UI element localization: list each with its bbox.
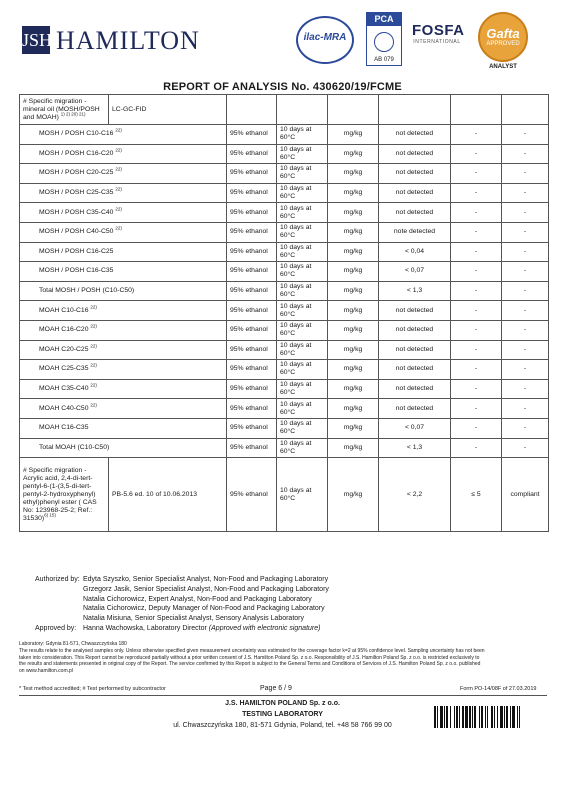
approved-line (35, 624, 329, 634)
condition-line: 60°C (280, 369, 296, 377)
authorized-person: Natalia Misiuna, Senior Specialist Analyst, Sensory Analysis Laboratory (83, 615, 304, 623)
results-table (19, 94, 549, 532)
simulant-cell: 95% ethanol (227, 438, 277, 458)
gafta-approved: APPROVED (486, 41, 520, 47)
param-name-cell (20, 242, 227, 262)
unit-cell: mg/kg (328, 340, 379, 360)
page-number: Page 6 / 9 (260, 685, 292, 692)
disclaimer-line: on www.hamilton.com.pl (19, 667, 73, 674)
table-row (20, 379, 549, 399)
simulant-cell: 95% ethanol (227, 125, 277, 145)
condition-line: 10 days at (280, 486, 312, 494)
param-name: MOAH C20-C25 (39, 345, 89, 353)
condition-line: 10 days at (280, 400, 312, 408)
assessment-cell: compliant (502, 458, 549, 532)
unit-cell: mg/kg (328, 360, 379, 380)
gafta-text: Gafta (486, 26, 520, 41)
approved-label: Approved by: (35, 624, 77, 632)
conditions-cell (277, 242, 328, 262)
result-cell: not detected (379, 301, 451, 321)
result-cell: not detected (379, 340, 451, 360)
table-row (20, 301, 549, 321)
conditions-cell (277, 125, 328, 145)
authorized-line (35, 604, 329, 614)
simulant-cell: 95% ethanol (227, 164, 277, 184)
limit-cell: - (451, 360, 502, 380)
condition-line: 60°C (280, 251, 296, 259)
result-cell: < 0,04 (379, 242, 451, 262)
ilac-text: ilac-MRA (303, 32, 347, 43)
unit-cell: mg/kg (328, 301, 379, 321)
condition-line: 60°C (280, 310, 296, 318)
table-row-acrylic-acid (20, 458, 549, 532)
simulant-cell: 95% ethanol (227, 418, 277, 438)
empty-cell (502, 95, 549, 125)
conditions-cell (277, 203, 328, 223)
unit-cell: mg/kg (328, 203, 379, 223)
condition-line: 60°C (280, 349, 296, 357)
authorized-person: Grzegorz Jasik, Senior Specialist Analyst, Non-Food and Packaging Laboratory (83, 585, 329, 593)
table-row (20, 242, 549, 262)
page-header (0, 0, 565, 80)
simulant-cell: 95% ethanol (227, 458, 277, 532)
condition-line: 60°C (280, 271, 296, 279)
fosfa-text: FOSFA (412, 22, 465, 39)
mineral-oil-method: LC-GC-FID (109, 95, 227, 125)
accreditation-legend: * Test method accredited; # Test performed by subcontractor (19, 686, 166, 692)
assessment-cell: - (502, 262, 549, 282)
unit-cell: mg/kg (328, 125, 379, 145)
condition-line: 10 days at (280, 302, 312, 310)
condition-line: 60°C (280, 153, 296, 161)
lab-title: TESTING LABORATORY (242, 711, 323, 718)
table-row (20, 183, 549, 203)
param-name-cell (20, 340, 227, 360)
param-name-cell (20, 379, 227, 399)
unit-cell: mg/kg (328, 281, 379, 301)
condition-line: 10 days at (280, 145, 312, 153)
limit-cell: - (451, 379, 502, 399)
param-name: Total MOSH / POSH (C10-C50) (39, 287, 135, 295)
condition-line: 60°C (280, 193, 296, 201)
simulant-cell: 95% ethanol (227, 262, 277, 282)
gafta-analyst-label: ANALYST (489, 64, 517, 70)
unit-cell: mg/kg (328, 320, 379, 340)
conditions-cell (277, 438, 328, 458)
condition-line: 60°C (280, 291, 296, 299)
condition-line: 10 days at (280, 341, 312, 349)
table-row (20, 438, 549, 458)
result-cell: < 0,07 (379, 418, 451, 438)
conditions-cell (277, 379, 328, 399)
result-cell: < 0,07 (379, 262, 451, 282)
result-cell: not detected (379, 183, 451, 203)
condition-line: 10 days at (280, 361, 312, 369)
param-name: MOSH / POSH C10-C16 (39, 130, 114, 138)
condition-line: 60°C (280, 494, 296, 502)
assessment-cell: - (502, 418, 549, 438)
company-name: J.S. HAMILTON POLAND Sp. z o.o. (225, 700, 340, 707)
param-name: MOAH C35-C40 (39, 385, 89, 393)
param-name: MOSH / POSH C20-C25 (39, 169, 114, 177)
conditions-cell (277, 320, 328, 340)
disclaimer-line: taken into consideration. This Report cannot be reproduced partially without a prior written consent of J.S. Hamilton Poland Sp. z o.o. Responsibility of J.S. Hamilton Poland Sp. z o.o. is restricted exclusively to (19, 654, 480, 661)
authorized-line (35, 585, 329, 595)
result-cell: not detected (379, 379, 451, 399)
param-footnote: 22) (90, 402, 97, 408)
condition-line: 60°C (280, 212, 296, 220)
param-name: MOAH C16-C35 (39, 424, 89, 432)
simulant-cell: 95% ethanol (227, 320, 277, 340)
condition-line: 60°C (280, 389, 296, 397)
assessment-cell: - (502, 399, 549, 419)
simulant-cell: 95% ethanol (227, 399, 277, 419)
param-name: MOSH / POSH C40-C50 (39, 228, 114, 236)
conditions-cell (277, 183, 328, 203)
condition-line: 10 days at (280, 243, 312, 251)
result-cell: not detected (379, 360, 451, 380)
param-footnote: 22) (115, 226, 122, 231)
table-row (20, 399, 549, 419)
authorized-line (35, 614, 329, 624)
limit-cell: - (451, 281, 502, 301)
condition-line: 60°C (280, 428, 296, 436)
result-cell: not detected (379, 144, 451, 164)
condition-line: 10 days at (280, 224, 312, 232)
gafta-logo (478, 12, 528, 62)
assessment-cell: - (502, 144, 549, 164)
condition-line: 10 days at (280, 185, 312, 193)
result-cell: < 1,3 (379, 281, 451, 301)
table-row (20, 222, 549, 242)
assessment-cell: - (502, 281, 549, 301)
simulant-cell: 95% ethanol (227, 281, 277, 301)
limit-cell: - (451, 340, 502, 360)
simulant-cell: 95% ethanol (227, 301, 277, 321)
hamilton-logo-mark: JSH (22, 26, 50, 54)
conditions-cell (277, 164, 328, 184)
param-footnote: 22) (115, 167, 122, 173)
unit-cell: mg/kg (328, 144, 379, 164)
authorization-block (35, 575, 329, 634)
param-line: # Specific migration - (23, 466, 87, 474)
assessment-cell: - (502, 164, 549, 184)
param-name-cell (20, 320, 227, 340)
empty-cell (379, 95, 451, 125)
limit-cell: - (451, 203, 502, 223)
param-name: MOAH C10-C16 (39, 306, 89, 314)
param-footnote: 22) (90, 382, 97, 388)
table-row (20, 360, 549, 380)
ilac-mra-logo (296, 16, 354, 64)
footer-divider (19, 695, 547, 696)
limit-cell: - (451, 438, 502, 458)
pca-accreditation-logo (366, 12, 402, 66)
assessment-cell: - (502, 301, 549, 321)
unit-cell: mg/kg (328, 438, 379, 458)
condition-line: 60°C (280, 232, 296, 240)
conditions-cell (277, 281, 328, 301)
result-cell: < 2,2 (379, 458, 451, 532)
empty-cell (451, 95, 502, 125)
limit-cell: - (451, 262, 502, 282)
unit-cell: mg/kg (328, 242, 379, 262)
empty-cell (277, 95, 328, 125)
param-line: pentyl-6-(1-(3,5-di-tert- (23, 482, 92, 490)
approved-person: Hanna Wachowska, Laboratory Director (83, 624, 209, 632)
param-name: MOSH / POSH C35-C40 (39, 208, 114, 216)
param-name-cell (20, 262, 227, 282)
param-name-cell (20, 222, 227, 242)
unit-cell: mg/kg (328, 418, 379, 438)
simulant-cell: 95% ethanol (227, 340, 277, 360)
company-address: ul. Chwaszczyńska 180, 81-571 Gdynia, Poland, tel. +48 58 766 99 00 (173, 722, 392, 729)
unit-cell: mg/kg (328, 458, 379, 532)
method-cell: PB-5.6 ed. 10 of 10.06.2013 (109, 458, 227, 532)
table-row (20, 418, 549, 438)
param-footnote: 22) (90, 304, 97, 310)
param-footnote: 22) (115, 147, 122, 153)
param-line: # Specific migration - (23, 97, 87, 105)
limit-cell: - (451, 183, 502, 203)
table-row (20, 340, 549, 360)
authorized-person: Edyta Szyszko, Senior Specialist Analyst, Non-Food and Packaging Laboratory (83, 576, 329, 583)
mineral-oil-param (20, 95, 109, 125)
condition-line: 10 days at (280, 126, 312, 134)
param-line: Acrylic acid, 2,4-di-tert- (23, 474, 93, 482)
approved-note: (Approved with electronic signature) (208, 624, 321, 632)
condition-line: 10 days at (280, 165, 312, 173)
limit-cell: - (451, 301, 502, 321)
assessment-cell: - (502, 379, 549, 399)
simulant-cell: 95% ethanol (227, 222, 277, 242)
conditions-cell (277, 262, 328, 282)
simulant-cell: 95% ethanol (227, 360, 277, 380)
authorized-line (35, 575, 329, 585)
assessment-cell: - (502, 222, 549, 242)
param-line: and MOAH) (23, 113, 59, 121)
assessment-cell: - (502, 203, 549, 223)
condition-line: 10 days at (280, 381, 312, 389)
param-line: 31530) (23, 514, 45, 522)
param-name: MOSH / POSH C16-C20 (39, 149, 114, 157)
limit-cell: - (451, 242, 502, 262)
hamilton-logo-text: HAMILTON (56, 26, 200, 55)
param-name: MOAH C25-C35 (39, 365, 89, 373)
authorized-person: Natalia Cichorowicz, Deputy Manager of Non-Food and Packaging Laboratory (83, 605, 325, 613)
simulant-cell: 95% ethanol (227, 379, 277, 399)
param-footnote: 22) (90, 363, 97, 369)
conditions-cell (277, 340, 328, 360)
disclaimer-line: the results and statements presented in original copy of the Report. The service confirmed by this Report is subject to the General Terms and Conditions of Services of J.S. Hamilton Poland Sp. z o.o. published (19, 661, 481, 667)
result-cell: not detected (379, 399, 451, 419)
param-name-cell (20, 301, 227, 321)
param-footnote: 1) 2) 20) 21) (60, 111, 86, 117)
param-name-cell (20, 203, 227, 223)
param-name-cell (20, 164, 227, 184)
param-name-cell (20, 418, 227, 438)
unit-cell: mg/kg (328, 379, 379, 399)
form-number: Form PO-14/08F of 27.03.2019 (460, 686, 537, 692)
condition-line: 10 days at (280, 204, 312, 212)
result-cell: not detected (379, 164, 451, 184)
conditions-cell (277, 144, 328, 164)
assessment-cell: - (502, 340, 549, 360)
param-name: MOSH / POSH C16-C25 (39, 247, 114, 255)
table-row (20, 281, 549, 301)
authorized-person: Natalia Cichorowicz, Expert Analyst, Non-Food and Packaging Laboratory (83, 595, 312, 603)
simulant-cell: 95% ethanol (227, 144, 277, 164)
simulant-cell: 95% ethanol (227, 203, 277, 223)
result-cell: not detected (379, 203, 451, 223)
param-name-cell (20, 458, 109, 532)
table-row (20, 320, 549, 340)
table-row (20, 125, 549, 145)
fosfa-logo (412, 22, 465, 52)
authorized-label: Authorized by: (35, 576, 80, 583)
legal-disclaimer (19, 648, 547, 674)
table-row (20, 203, 549, 223)
result-cell: < 1,3 (379, 438, 451, 458)
condition-line: 60°C (280, 134, 296, 142)
conditions-cell (277, 301, 328, 321)
table-row (20, 262, 549, 282)
unit-cell: mg/kg (328, 399, 379, 419)
limit-cell: ≤ 5 (451, 458, 502, 532)
result-cell: note detected (379, 222, 451, 242)
param-name-cell (20, 144, 227, 164)
limit-cell: - (451, 320, 502, 340)
conditions-cell (277, 458, 328, 532)
param-name-cell (20, 183, 227, 203)
unit-cell: mg/kg (328, 222, 379, 242)
limit-cell: - (451, 144, 502, 164)
limit-cell: - (451, 164, 502, 184)
param-footnote: 22) (90, 323, 97, 329)
conditions-cell (277, 399, 328, 419)
simulant-cell: 95% ethanol (227, 183, 277, 203)
table-row-mineral-oil (20, 95, 549, 125)
condition-line: 60°C (280, 173, 296, 181)
param-line: mineral oil (MOSH/POSH (23, 105, 100, 113)
param-footnote: 22) (115, 206, 122, 212)
empty-cell (227, 95, 277, 125)
unit-cell: mg/kg (328, 183, 379, 203)
limit-cell: - (451, 222, 502, 242)
param-name-cell (20, 360, 227, 380)
condition-line: 10 days at (280, 263, 312, 271)
param-line: No: 123968-25-2; Ref.: (23, 506, 93, 514)
param-footnote: 6) 15) (44, 512, 56, 518)
assessment-cell: - (502, 320, 549, 340)
condition-line: 10 days at (280, 322, 312, 330)
laboratory-address: Laboratory: Gdynia 81-571, Chwaszczyńska 180 (19, 641, 127, 647)
result-cell: not detected (379, 320, 451, 340)
param-name-cell (20, 125, 227, 145)
table-row (20, 144, 549, 164)
limit-cell: - (451, 399, 502, 419)
conditions-cell (277, 418, 328, 438)
param-name: MOSH / POSH C16-C35 (39, 267, 114, 275)
param-footnote: 22) (115, 128, 122, 134)
limit-cell: - (451, 418, 502, 438)
unit-cell: mg/kg (328, 164, 379, 184)
simulant-cell: 95% ethanol (227, 242, 277, 262)
condition-line: 60°C (280, 447, 296, 455)
authorized-line (35, 595, 329, 605)
param-name: Total MOAH (C10-C50) (39, 443, 110, 451)
empty-cell (328, 95, 379, 125)
condition-line: 60°C (280, 408, 296, 416)
conditions-cell (277, 222, 328, 242)
pca-emblem-icon (374, 32, 394, 52)
param-name: MOSH / POSH C25-C35 (39, 189, 114, 197)
report-title: REPORT OF ANALYSIS No. 430620/19/FCME (163, 81, 402, 93)
pca-text: PCA (367, 13, 401, 26)
assessment-cell: - (502, 183, 549, 203)
condition-line: 10 days at (280, 420, 312, 428)
assessment-cell: - (502, 242, 549, 262)
limit-cell: - (451, 125, 502, 145)
result-cell: not detected (379, 125, 451, 145)
conditions-cell (277, 360, 328, 380)
pca-code: AB 079 (374, 57, 394, 63)
param-name-cell (20, 399, 227, 419)
condition-line: 10 days at (280, 439, 312, 447)
condition-line: 10 days at (280, 283, 312, 291)
barcode-icon (434, 706, 544, 728)
param-name-cell (20, 438, 227, 458)
disclaimer-line: The results relate to the analysed samples only. Unless otherwise specified given measurement uncertainty was estimated for the coverage factor k=2 at 95% confidence level. Sampling uncertainty has not been (19, 648, 485, 654)
param-line: pentyl-2-hydroxyphenyl) (23, 490, 96, 498)
param-name-cell (20, 281, 227, 301)
assessment-cell: - (502, 438, 549, 458)
unit-cell: mg/kg (328, 262, 379, 282)
param-line: ethyl)phenyl ester ( CAS (23, 498, 97, 506)
assessment-cell: - (502, 125, 549, 145)
fosfa-subtext: INTERNATIONAL (413, 39, 461, 45)
param-footnote: 22) (90, 343, 97, 349)
param-footnote: 22) (115, 186, 122, 192)
assessment-cell: - (502, 360, 549, 380)
param-name: MOAH C16-C20 (39, 326, 89, 334)
condition-line: 60°C (280, 330, 296, 338)
param-name: MOAH C40-C50 (39, 404, 89, 412)
table-row (20, 164, 549, 184)
